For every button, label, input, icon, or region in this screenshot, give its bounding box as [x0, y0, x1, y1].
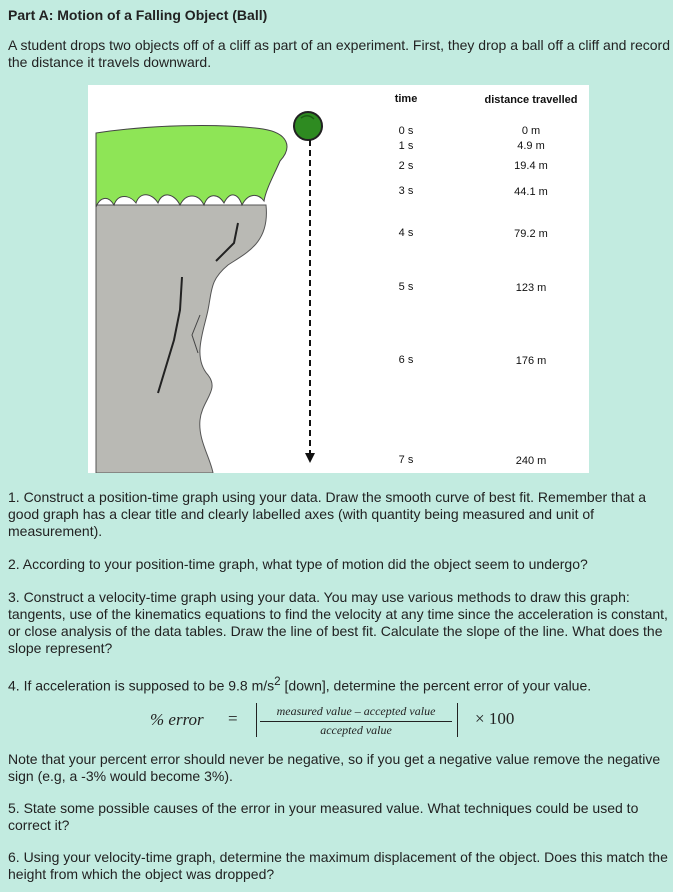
distance-header: distance travelled — [484, 94, 578, 106]
time-value: 6 s — [398, 354, 414, 366]
time-value: 0 s — [398, 125, 414, 137]
question-3: 3. Construct a velocity-time graph using your data. You may use various methods to draw this graph: tangents, use of the kinematics equations to find the velocity at any time since the acceleration is constant, or close analysis of the data tables. Draw the line of best fit. Calculate the slope of the line. What does the slope represent? — [8, 589, 668, 656]
cliff-rock — [96, 205, 266, 473]
question-2: 2. According to your position-time graph, what type of motion did the object seem to undergo? — [8, 556, 588, 572]
distance-value: 240 m — [515, 455, 547, 467]
time-value: 7 s — [398, 454, 414, 466]
abs-bar-left — [256, 703, 257, 737]
intro-text: A student drops two objects off of a cliff as part of an experiment. First, they drop a ball off a cliff and record the distance it travels downward. — [8, 37, 670, 70]
cliff-illustration — [88, 85, 589, 473]
question-1: 1. Construct a position-time graph using your data. Draw the smooth curve of best fit. Remember that a good graph has a clear title and clearly labelled axes (with quantity being measured and unit of measurement). — [8, 489, 647, 539]
cliff-grass — [96, 126, 287, 207]
question-4-text-end: [down], determine the percent error of your value. — [280, 677, 592, 694]
part-title: Part A: Motion of a Falling Object (Ball) — [8, 7, 268, 23]
question-5: 5. State some possible causes of the error in your measured value. What techniques could be used to correct it? — [8, 800, 639, 833]
distance-value: 19.4 m — [514, 160, 548, 172]
abs-bar-right — [457, 703, 458, 737]
time-header: time — [394, 93, 418, 105]
formula-numerator: measured value – accepted value — [260, 704, 452, 722]
formula-fraction — [260, 704, 452, 738]
time-value: 3 s — [398, 185, 414, 197]
time-value: 1 s — [398, 140, 414, 152]
formula-equals: = — [228, 709, 238, 728]
question-4-exponent: 2 — [274, 675, 281, 688]
distance-value: 79.2 m — [514, 228, 548, 240]
time-value: 2 s — [398, 160, 414, 172]
cliff-figure — [88, 85, 589, 473]
distance-value: 123 m — [515, 282, 547, 294]
question-4-text: 4. If acceleration is supposed to be 9.8 m/s — [8, 677, 275, 694]
formula-denominator: accepted value — [320, 723, 392, 737]
fall-arrow-head — [305, 453, 315, 463]
distance-value: 0 m — [521, 125, 541, 137]
distance-value: 44.1 m — [514, 186, 548, 198]
distance-value: 4.9 m — [517, 140, 545, 152]
distance-value: 176 m — [515, 355, 547, 367]
time-value: 4 s — [398, 227, 414, 239]
formula-lhs: % error — [150, 710, 204, 729]
question-6: 6. Using your velocity-time graph, determine the maximum displacement of the object. Does this match the height from which the object was dropped? — [8, 849, 668, 882]
question-4 — [8, 673, 668, 695]
time-value: 5 s — [398, 281, 414, 293]
formula-multiplier: × 100 — [475, 709, 515, 728]
note-text: Note that your percent error should never be negative, so if you get a negative value remove the negative sign (e.g, a -3% would become 3%). — [8, 751, 661, 784]
